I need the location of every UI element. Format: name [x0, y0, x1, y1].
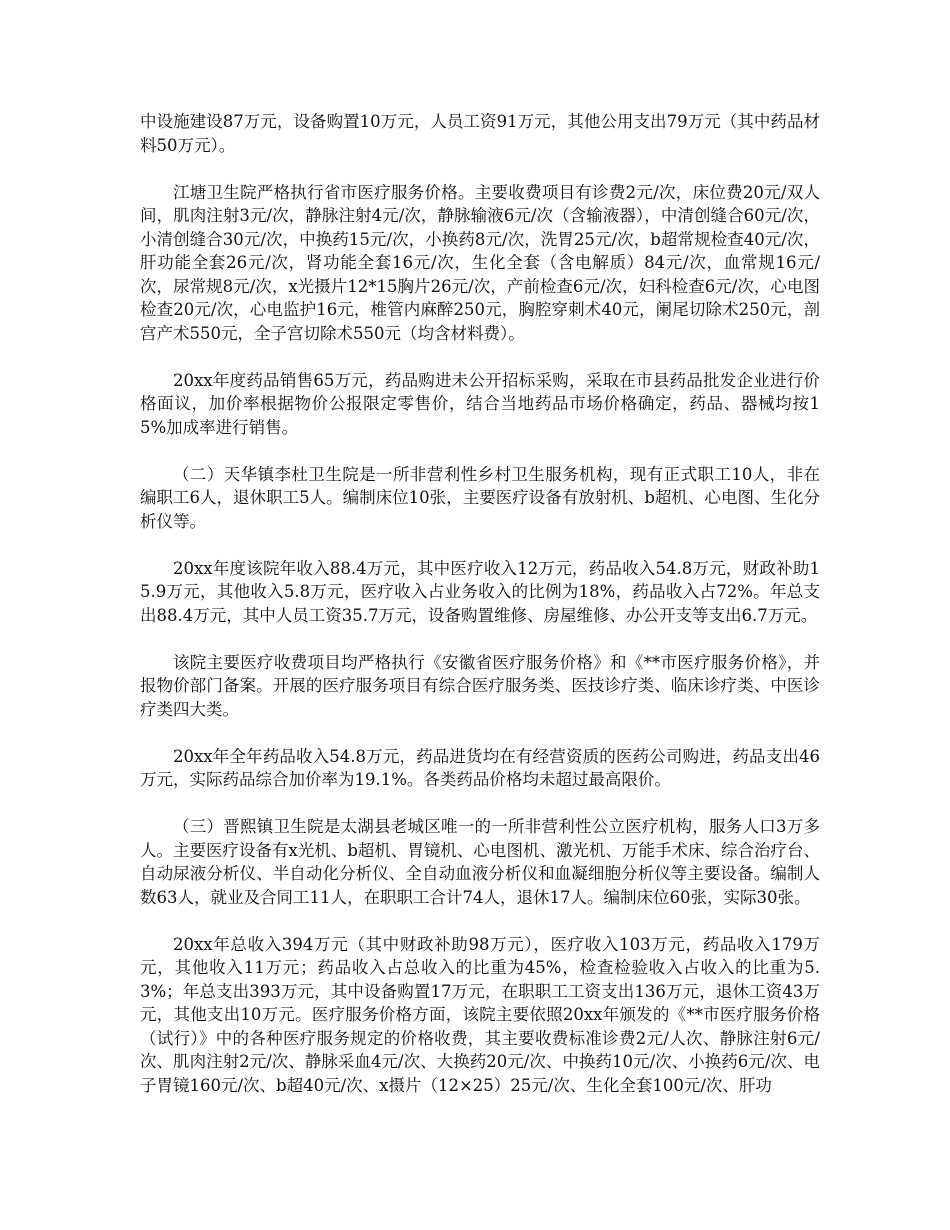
- paragraph-expenditure-continuation: 中设施建设87万元，设备购置10万元，人员工资91万元，其他公用支出79万元（其中药品材料50万元）。: [140, 112, 820, 155]
- paragraph-tianhua-drug-income: 20xx年全年药品收入54.8万元，药品进货均在有经营资质的医药公司购进，药品支出46万元，实际药品综合加价率为19.1%。各类药品价格均未超过最高限价。: [140, 746, 820, 789]
- paragraph-jinxi-overview: （三）晋熙镇卫生院是太湖县老城区唯一的一所非营利性公立医疗机构，服务人口3万多人。主要医疗设备有x光机、b超机、胃镜机、心电图机、激光机、万能手术床、综合治疗台、自动尿液分析仪、半自动化分析仪、全自动血液分析仪和血凝细胞分析仪等主要设备。编制人数63人，就业及合同工11人，在职职工合计74人，退休17人。编制床位60张，实际30张。: [140, 817, 820, 907]
- paragraph-tianhua-fee-items: 该院主要医疗收费项目均严格执行《安徽省医疗服务价格》和《**市医疗服务价格》，并报物价部门备案。开展的医疗服务项目有综合医疗服务类、医技诊疗类、临床诊疗类、中医诊疗类四大类。: [140, 652, 820, 719]
- paragraph-jinxi-income: 20xx年总收入394万元（其中财政补助98万元），医疗收入103万元，药品收入179万元，其他收入11万元；药品收入占总收入的比重为45%，检查检验收入占收入的比重为5.3%；年总支出393万元，其中设备购置17万元，在职职工工资支出136万元，退休工资43万元，其他支出10万元。医疗服务价格方面，该院主要依照20xx年颁发的《**市医疗服务价格（试行）》中的各种医疗服务规定的价格收费，其主要收费标准诊费2元/人次、静脉注射6元/次、肌肉注射2元/次、静脉采血4元/次、大换药20元/次、中换药10元/次、小换药6元/次、电子胃镜160元/次、b超40元/次、x摄片（12×25）25元/次、生化全套100元/次、肝功: [140, 934, 820, 1095]
- paragraph-tianhua-overview: （二）天华镇李杜卫生院是一所非营利性乡村卫生服务机构，现有正式职工10人，非在编职工6人，退休职工5人。编制床位10张，主要医疗设备有放射机、b超机、心电图、生化分析仪等。: [140, 464, 820, 531]
- paragraph-jiangtang-prices: 江塘卫生院严格执行省市医疗服务价格。主要收费项目有诊费2元/次，床位费20元/双人间，肌肉注射3元/次，静脉注射4元/次，静脉输液6元/次（含输液器），中清创缝合60元/次，小清创缝合30元/次，中换药15元/次，小换药8元/次，洗胃25元/次，b超常规检查40元/次，肝功能全套26元/次，肾功能全套16元/次，生化全套（含电解质）84元/次，血常规16元/次，尿常规8元/次，x光摄片12*15胸片26元/次，产前检查6元/次，妇科检查6元/次，心电图检查20元/次，心电监护16元，椎管内麻醉250元，胸腔穿刺术40元，阑尾切除术250元，剖宫产术550元，全子宫切除术550元（均含材料费）。: [140, 182, 820, 343]
- paragraph-jiangtang-drug-sales: 20xx年度药品销售65万元，药品购进未公开招标采购，采取在市县药品批发企业进行价格面议，加价率根据物价公报限定零售价，结合当地药品市场价格确定，药品、器械均按15%加成率进行销售。: [140, 370, 820, 437]
- paragraph-tianhua-income: 20xx年度该院年收入88.4万元，其中医疗收入12万元，药品收入54.8万元，财政补助15.9万元，其他收入5.8万元，医疗收入占业务收入的比例为18%，药品收入占72%。年总支出88.4万元，其中人员工资35.7万元，设备购置维修、房屋维修、办公开支等支出6.7万元。: [140, 558, 820, 625]
- document-body: [140, 110, 820, 1097]
